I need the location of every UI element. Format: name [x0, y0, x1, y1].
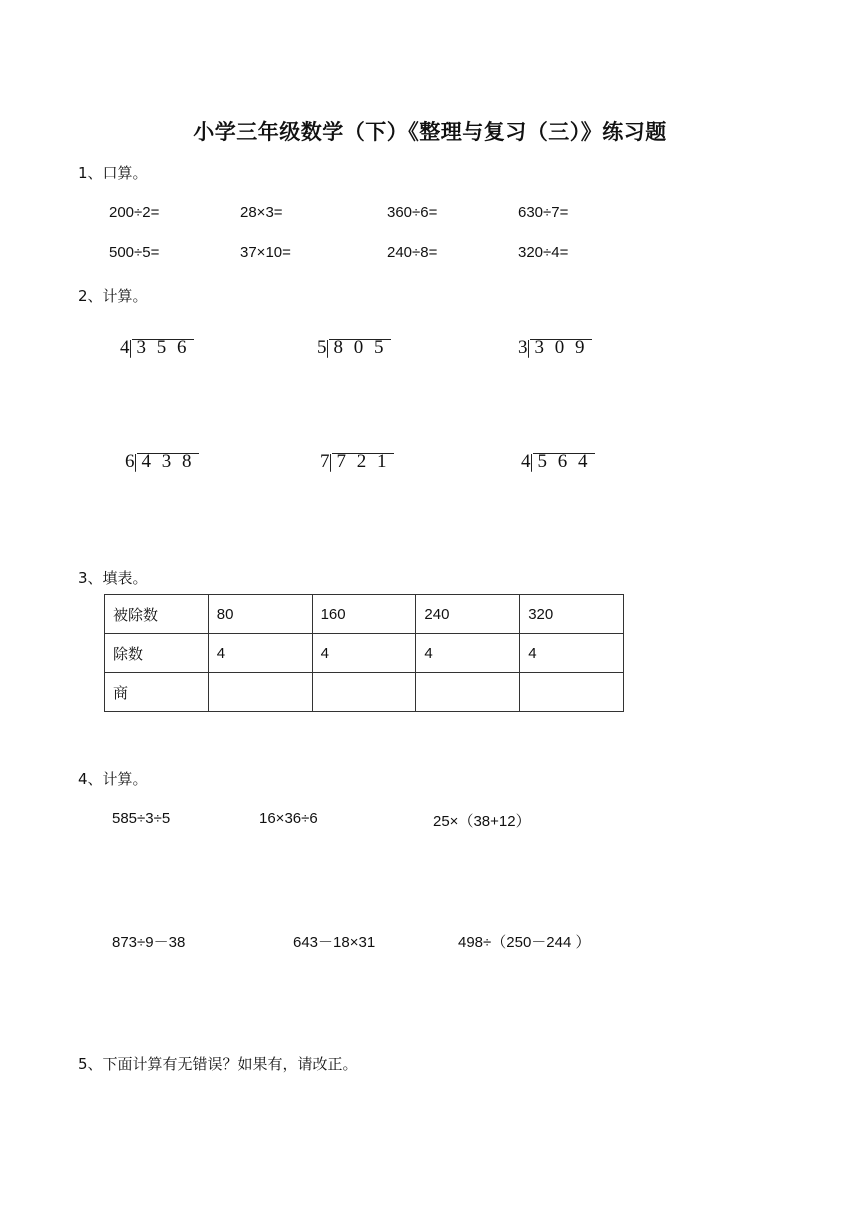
dividend: 4 3 8 [135, 451, 199, 473]
long-division [320, 451, 394, 473]
oral-problem: 360÷6= [387, 204, 438, 221]
table-cell: 4 [520, 634, 624, 673]
oral-problem: 37×10= [240, 244, 291, 261]
oral-problem: 500÷5= [109, 244, 160, 261]
divisor: 4 [120, 337, 130, 358]
dividend: 8 0 5 [327, 337, 391, 359]
long-division [317, 337, 391, 359]
oral-problem: 200÷2= [109, 204, 160, 221]
answer-cell[interactable] [520, 673, 624, 712]
table-cell: 160 [312, 595, 416, 634]
table-cell: 除数 [105, 634, 209, 673]
table-cell: 320 [520, 595, 624, 634]
q4-heading: 4、计算。 [78, 770, 148, 788]
q2-heading: 2、计算。 [78, 287, 148, 305]
oral-problem: 320÷4= [518, 244, 569, 261]
calc-problem: 25×（38+12） [433, 813, 531, 830]
table-cell: 80 [208, 595, 312, 634]
table-cell: 4 [416, 634, 520, 673]
dividend: 5 6 4 [531, 451, 595, 473]
answer-cell[interactable] [208, 673, 312, 712]
calc-problem: 16×36÷6 [259, 810, 318, 827]
table-cell: 240 [416, 595, 520, 634]
table-cell: 4 [208, 634, 312, 673]
table-row [105, 634, 624, 673]
table-row [105, 595, 624, 634]
q3-heading: 3、填表。 [78, 569, 148, 587]
divisor: 5 [317, 337, 327, 358]
divisor: 3 [518, 337, 528, 358]
page-title: 小学三年级数学（下）《整理与复习（三）》练习题 [193, 120, 667, 144]
answer-cell[interactable] [416, 673, 520, 712]
table-cell: 4 [312, 634, 416, 673]
divisor: 4 [521, 451, 531, 472]
calc-problem: 873÷9－38 [112, 934, 186, 951]
table-row [105, 673, 624, 712]
dividend: 3 0 9 [528, 337, 592, 359]
q1-heading: 1、口算。 [78, 164, 148, 182]
oral-problem: 28×3= [240, 204, 283, 221]
table-cell: 被除数 [105, 595, 209, 634]
answer-cell[interactable] [312, 673, 416, 712]
long-division [521, 451, 595, 473]
oral-problem: 240÷8= [387, 244, 438, 261]
calc-problem: 585÷3÷5 [112, 810, 171, 827]
fill-table [104, 594, 624, 712]
dividend: 3 5 6 [130, 337, 194, 359]
long-division [518, 337, 592, 359]
calc-problem: 643－18×31 [293, 934, 376, 951]
divisor: 7 [320, 451, 330, 472]
table-cell: 商 [105, 673, 209, 712]
dividend: 7 2 1 [330, 451, 394, 473]
long-division [125, 451, 199, 473]
calc-problem: 498÷（250－244 ） [458, 934, 591, 951]
oral-problem: 630÷7= [518, 204, 569, 221]
divisor: 6 [125, 451, 135, 472]
q5-heading: 5、下面计算有无错误？如果有，请改正。 [78, 1055, 358, 1073]
long-division [120, 337, 194, 359]
